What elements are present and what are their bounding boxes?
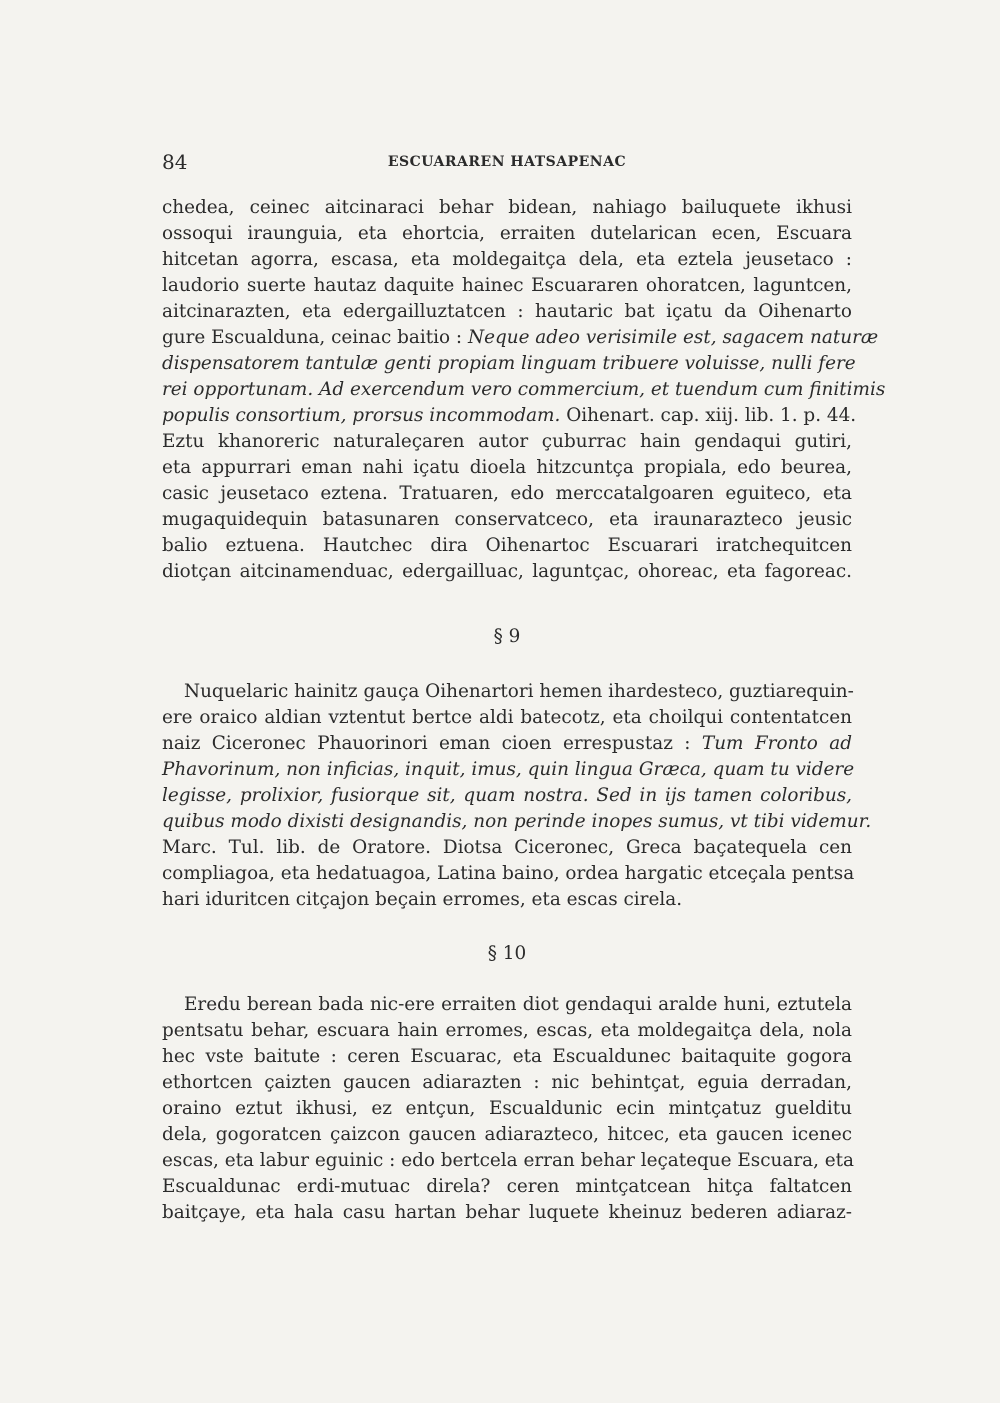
text-line	[162, 455, 852, 481]
text-run: diotçan aitcinamenduac, edergailluac, laguntçac, ohoreac, eta fagoreac.	[162, 561, 852, 582]
latin-quote-text: quibus modo dixisti designandis, non perinde inopes sumus, vt tibi videmur.	[162, 811, 872, 832]
text-run: gure Escualduna, ceinac baitio :	[162, 327, 468, 348]
text-line	[162, 861, 855, 887]
paragraph-1	[162, 195, 886, 585]
text-line	[162, 429, 852, 455]
text-run: chedea, ceinec aitcinaraci behar bidean, nahiago bailuquete ikhusi	[162, 197, 852, 218]
text-line	[162, 351, 856, 377]
text-run: ethortcen çaizten gaucen adiarazten : nic behintçat, eguia derradan,	[162, 1072, 852, 1093]
text-line	[162, 1122, 852, 1148]
text-line	[162, 195, 852, 221]
text-line	[162, 299, 852, 325]
text-line	[162, 887, 852, 913]
text-line	[162, 1174, 852, 1200]
text-run: hari iduritcen citçajon beçain erromes, eta escas cirela.	[162, 889, 683, 910]
text-run: naiz Ciceronec Phauorinori eman cioen errespustaz :	[162, 733, 702, 754]
paragraph-2	[162, 679, 872, 913]
text-run: pentsatu behar, escuara hain erromes, escas, eta moldegaitça dela, nola	[162, 1020, 852, 1041]
text-line	[162, 731, 852, 757]
text-run: baitçaye, eta hala casu hartan behar luquete kheinuz bederen adiaraz-	[162, 1202, 852, 1223]
page-number: 84	[162, 150, 188, 174]
text-line	[162, 705, 852, 731]
running-head: ESCUARAREN HATSAPENAC	[387, 154, 627, 170]
latin-quote-text: Tum Fronto ad	[701, 733, 852, 754]
section-heading-10: § 10	[487, 943, 527, 964]
section-heading-9: § 9	[493, 626, 521, 647]
text-line	[162, 679, 852, 705]
latin-quote-text: populis consortium, prorsus incommodam.	[162, 405, 561, 426]
text-line	[162, 221, 852, 247]
text-line	[162, 757, 855, 783]
text-line	[162, 1070, 852, 1096]
text-line	[162, 835, 852, 861]
text-run: oraino eztut ikhusi, ez entçun, Escualdunic ecin mintçatuz guelditu	[162, 1098, 852, 1119]
text-run: Nuquelaric hainitz gauça Oihenartori hemen ihardesteco, guztiarequin-	[184, 681, 854, 702]
text-line	[162, 403, 857, 429]
text-run: compliagoa, eta hedatuagoa, Latina baino, ordea hargatic etceçala pentsa	[162, 863, 855, 884]
latin-quote-text: Phavorinum, non inficias, inquit, imus, quin lingua Græca, quam tu videre	[162, 759, 855, 780]
text-run: aitcinarazten, eta edergailluztatcen : hautaric bat içatu da Oihenarto	[162, 301, 852, 322]
text-line	[162, 273, 852, 299]
text-line	[162, 992, 852, 1018]
text-run: hec vste baitute : ceren Escuarac, eta Escualdunec baitaquite gogora	[162, 1046, 852, 1067]
text-run: dela, gogoratcen çaizcon gaucen adiarazteco, hitcec, eta gaucen icenec	[162, 1124, 852, 1145]
latin-quote-text: dispensatorem tantulæ genti propiam linguam tribuere voluisse, nulli fere	[162, 353, 856, 374]
text-line	[162, 325, 879, 351]
latin-quote-text: rei opportunam. Ad exercendum vero commercium, et tuendum cum finitimis	[162, 379, 886, 400]
text-line	[162, 1200, 852, 1226]
text-line	[162, 247, 852, 273]
text-line	[162, 1044, 852, 1070]
text-run: laudorio suerte hautaz daquite hainec Escuararen ohoratcen, laguntcen,	[162, 275, 852, 296]
text-run: casic jeusetaco eztena. Tratuaren, edo merccatalgoaren eguiteco, eta	[162, 483, 852, 504]
text-run: eta appurrari eman nahi içatu dioela hitzcuntça propiala, edo beurea,	[162, 457, 852, 478]
text-line	[162, 1148, 855, 1174]
text-run: ossoqui iraunguia, eta ehortcia, erraiten dutelarican ecen, Escuara	[162, 223, 852, 244]
text-run: Escualdunac erdi-mutuac direla? ceren mintçatcean hitça faltatcen	[162, 1176, 852, 1197]
text-run: Eredu berean bada nic-ere erraiten diot gendaqui aralde huni, eztutela	[184, 994, 852, 1015]
paragraph-3	[162, 992, 855, 1226]
text-line	[162, 533, 852, 559]
latin-quote-text: Neque adeo verisimile est, sagacem naturæ	[467, 327, 879, 348]
text-line	[162, 481, 852, 507]
text-line	[162, 507, 852, 533]
text-line	[162, 783, 852, 809]
text-run: hitcetan agorra, escasa, eta moldegaitça dela, eta eztela jeusetaco :	[162, 249, 852, 270]
text-run: mugaquidequin batasunaren conservatceco, eta iraunarazteco jeusic	[162, 509, 852, 530]
latin-quote-text: legisse, prolixior, fusiorque sit, quam nostra. Sed in ijs tamen coloribus,	[162, 785, 852, 806]
text-line	[162, 1018, 852, 1044]
text-run: ere oraico aldian vztentut bertce aldi batecotz, eta choilqui contentatcen	[162, 707, 852, 728]
text-line	[162, 377, 886, 403]
text-run: Oihenart. cap. xiij. lib. 1. p. 44.	[560, 405, 857, 426]
text-line	[162, 559, 852, 585]
text-run: Marc. Tul. lib. de Oratore. Diotsa Ciceronec, Greca baçatequela cen	[162, 837, 852, 858]
page-header	[162, 150, 852, 178]
text-line	[162, 809, 872, 835]
text-run: escas, eta labur eguinic : edo bertcela erran behar leçateque Escuara, eta	[162, 1150, 855, 1171]
text-line	[162, 1096, 852, 1122]
text-run: balio eztuena. Hautchec dira Oihenartoc Escuarari iratchequitcen	[162, 535, 852, 556]
text-run: Eztu khanoreric naturaleçaren autor çuburrac hain gendaqui gutiri,	[162, 431, 852, 452]
